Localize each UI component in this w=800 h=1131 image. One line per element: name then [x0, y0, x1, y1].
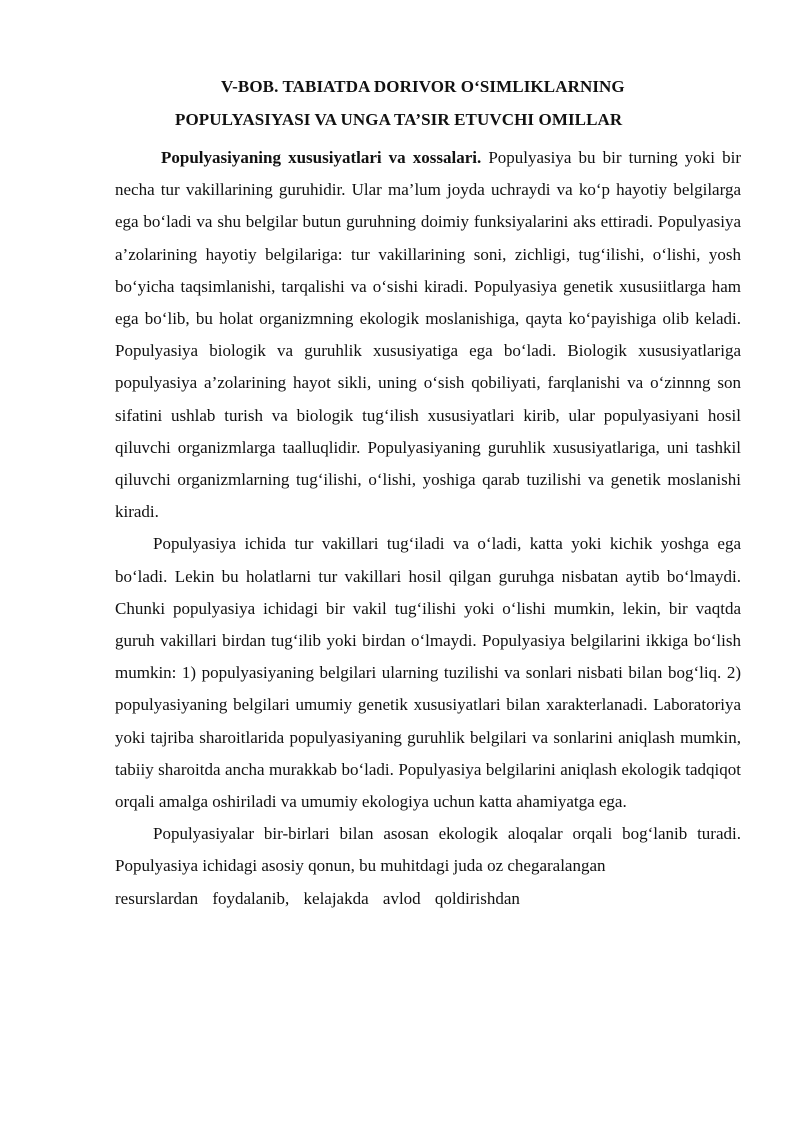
- paragraph-1-text: Populyasiya bu bir turning yoki bir necha tur vakillarining guruhidir. Ular ma’lum joyda uchraydi va ko‘p hayotiy belgilarga ega bo‘ladi va shu belgilar butun guruhning doimiy funksiyalarini aks ettiradi. Populyasiya a’zolarining hayotiy belgilariga: tur vakillarining soni, zichligi, tug‘ilishi, o‘lishi, yosh bo‘yicha taqsimlanishi, tarqalishi va o‘sishi kiradi. Populyasiya genetik xususiitlarga ham ega bo‘lib, bu holat organizmning ekologik moslanishiga, qayta ko‘payishiga olib keladi. Populyasiya biologik va guruhlik xususiyatiga ega bo‘ladi. Biologik xususiyatlariga populyasiya a’zolarining hayot sikli, uning o‘sish qobiliyati, farqlanishi va o‘zinnng son sifatini ushlab turish va biologik tug‘ilish xususiyatlari kirib, ular populyasiyani hosil qiluvchi organizmlarga taalluqlidir. Populyasiyaning guruhlik xususiyatlariga, uni tashkil qiluvchi organizmlarning tug‘ilishi, o‘lishi, yoshiga qarab tuzilishi va genetik moslanishi kiradi.: [115, 148, 741, 522]
- section-lead-heading: Populyasiyaning xususiyatlari va xossalari.: [161, 148, 482, 167]
- chapter-title-line-2: POPULYASIYASI VA UNGA TA’SIR ETUVCHI OMILLAR: [175, 110, 623, 129]
- paragraph-1: [115, 142, 741, 528]
- paragraph-3-text: Populyasiyalar bir-birlari bilan asosan ekologik aloqalar orqali bog‘lanib turadi. Populyasiya ichidagi asosiy qonun, bu muhitdagi juda oz chegaralangan: [115, 824, 741, 876]
- chapter-title-line-1: V-BOB. TABIATDA DORIVOR O‘SIMLIKLARNING: [221, 77, 625, 96]
- body-text: [115, 142, 741, 915]
- paragraph-3: [115, 818, 741, 915]
- paragraph-2: Populyasiya ichida tur vakillari tug‘iladi va o‘ladi, katta yoki kichik yoshga ega bo‘ladi. Lekin bu holatlarni tur vakillari hosil qilgan guruhga nisbatan aytib bo‘lmaydi. Chunki populyasiya ichidagi bir vakil tug‘ilishi yoki o‘lishi mumkin, lekin, bir vaqtda guruh vakillari birdan tug‘ilib yoki birdan o‘lmaydi. Populyasiya belgilarini ikkiga bo‘lish mumkin: 1) populyasiyaning belgilari ularning tuzilishi va sonlari nisbati bilan bog‘liq. 2) populyasiyaning belgilari umumiy genetik xususiyatlari bilan xarakterlanadi. Laboratoriya yoki tajriba sharoitlarida populyasiyaning guruhlik belgilari va sonlarini aniqlash mumkin, tabiiy sharoitda ancha murakkab bo‘ladi. Populyasiya belgilarini aniqlash ekologik tadqiqot orqali amalga oshiriladi va umumiy ekologiya uchun katta ahamiyatga ega.: [115, 534, 741, 812]
- paragraph-3-tail: resurslardan foydalanib, kelajakda avlod qoldirishdan: [115, 888, 520, 908]
